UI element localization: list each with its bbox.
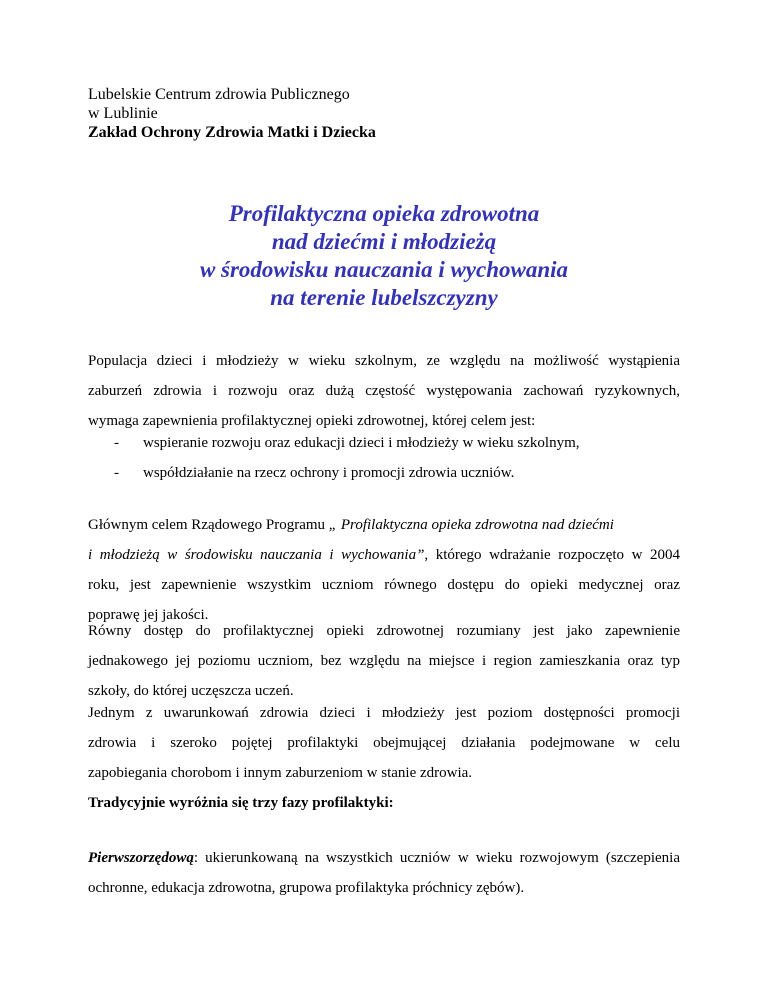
text-line: Równy dostęp do profilaktycznej opieki zdrowotnej rozumiany jest jako zapewnienie (88, 623, 680, 639)
text-line: jednakowego jej poziomu uczniom, bez względu na miejsce i region zamieszkania oraz typ (88, 653, 680, 669)
text-line: wymaga zapewnienia profilaktycznej opieki zdrowotnej, której celem jest: (88, 413, 536, 429)
text-span: Głównym celem Rządowego Programu (88, 517, 329, 533)
text-line (88, 843, 680, 873)
intro-paragraph (88, 346, 680, 436)
list-item-text: współdziałanie na rzecz ochrony i promocji zdrowia uczniów. (143, 465, 515, 481)
list-item-text: wspieranie rozwoju oraz edukacji dzieci i młodzieży w wieku szkolnym, (143, 435, 580, 451)
text-line: zdrowia i szeroko pojętej profilaktyki obejmującej działania podejmowane w celu (88, 735, 680, 751)
text-span: , którego wdrażanie rozpoczęto w 2004 (424, 547, 680, 563)
text-line: szkoły, do której uczęszcza uczeń. (88, 683, 294, 699)
equal-access-paragraph (88, 616, 680, 706)
bullet-dash: - (114, 465, 119, 481)
program-name: „ Profilaktyczna opieka zdrowotna nad dziećmi (328, 517, 614, 533)
section-heading: Tradycyjnie wyróżnia się trzy fazy profilaktyki: (88, 795, 394, 811)
institution-name: Lubelskie Centrum zdrowia Publicznego (88, 86, 350, 103)
title-line: na terenie lubelszczyzny (270, 285, 498, 310)
institution-city: w Lublinie (88, 105, 158, 122)
program-name: i młodzieżą w środowisku nauczania i wychowania” (88, 547, 425, 563)
program-paragraph (88, 510, 680, 630)
text-line: Populacja dzieci i młodzieży w wieku szkolnym, ze względu na możliwość wystąpienia (88, 353, 680, 369)
text-line (88, 540, 680, 570)
department-name: Zakład Ochrony Zdrowia Matki i Dziecka (88, 124, 376, 141)
institution-header (88, 85, 376, 142)
text-line (88, 510, 680, 540)
text-line: poprawę jej jakości. (88, 607, 209, 623)
text-line: Jednym z uwarunkowań zdrowia dzieci i młodzieży jest poziom dostępności promocji (88, 705, 680, 721)
document-title (88, 200, 680, 312)
bullet-dash: - (114, 435, 119, 451)
text-line: zapobiegania chorobom i innym zaburzeniom w stanie zdrowia. (88, 765, 473, 781)
term: Pierwszorzędową (88, 850, 194, 866)
title-line: nad dziećmi i młodzieżą (271, 229, 497, 254)
conditions-paragraph (88, 698, 680, 788)
text-span: : ukierunkowaną na wszystkich uczniów w wieku rozwojowym (szczepienia (193, 850, 680, 866)
text-line: zaburzeń zdrowia i rozwoju oraz dużą częstość występowania zachowań ryzykownych, (88, 383, 680, 399)
text-line: ochronne, edukacja zdrowotna, grupowa profilaktyka próchnicy zębów). (88, 880, 525, 896)
title-line: Profilaktyczna opieka zdrowotna (228, 201, 540, 226)
title-line: w środowisku nauczania i wychowania (199, 257, 569, 282)
text-line: roku, jest zapewnienie wszystkim uczniom równego dostępu do opieki medycznej oraz (88, 577, 680, 593)
primary-prevention-paragraph (88, 843, 680, 903)
